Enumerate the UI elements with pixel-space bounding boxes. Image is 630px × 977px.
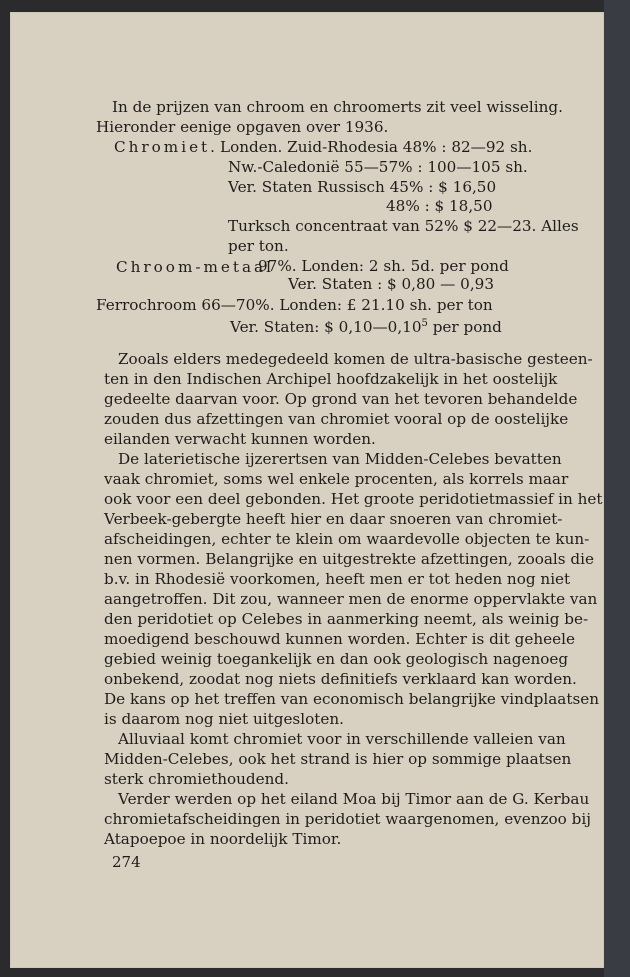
para4-line: chromietafscheidingen in peridotiet waargenomen, evenzoo bij bbox=[104, 810, 591, 828]
para3-line: sterk chromiethoudend. bbox=[104, 770, 289, 788]
ferrochroom-line-2-prefix: Ver. Staten: $ 0,10—0,10 bbox=[230, 318, 422, 337]
chroommetaal-line-2: Ver. Staten : $ 0,80 — 0,93 bbox=[288, 275, 494, 293]
para2-line: vaak chromiet, soms wel enkele procenten, als korrels maar bbox=[104, 470, 569, 488]
chromiet-line-1: Londen. Zuid-Rhodesia 48% : 82—92 sh. bbox=[220, 138, 533, 156]
chromiet-line-2: Nw.-Caledonië 55—57% : 100—105 sh. bbox=[228, 158, 528, 176]
para3-line: Midden-Celebes, ook het strand is hier op sommige plaatsen bbox=[104, 750, 572, 768]
intro-line-1: In de prijzen van chroom en chroomerts zit veel wisseling. bbox=[112, 98, 563, 116]
para2-line: is daarom nog niet uitgesloten. bbox=[104, 710, 344, 728]
para1-line: Zooals elders medegedeeld komen de ultra-basische gesteen- bbox=[118, 350, 593, 368]
ferrochroom-superscript: 5 bbox=[421, 318, 428, 329]
para2-line: aangetroffen. Dit zou, wanneer men de enorme oppervlakte van bbox=[104, 590, 598, 608]
para2-line: b.v. in Rhodesië voorkomen, heeft men er tot heden nog niet bbox=[104, 570, 571, 588]
para1-line: ten in den Indischen Archipel hoofdzakelijk in het oostelijk bbox=[104, 370, 558, 388]
chromiet-line-6: per ton. bbox=[228, 237, 289, 255]
chromiet-line-3: Ver. Staten Russisch 45% : $ 16,50 bbox=[228, 178, 497, 196]
para1-line: gedeelte daarvan voor. Op grond van het tevoren behandelde bbox=[104, 390, 578, 408]
chroommetaal-line-1: 97%. Londen: 2 sh. 5d. per pond bbox=[258, 257, 509, 275]
scan-edge bbox=[604, 0, 630, 977]
para2-line: Verbeek-gebergte heeft hier en daar snoeren van chromiet- bbox=[104, 510, 563, 528]
para2-line: onbekend, zoodat nog niets definitiefs verklaard kan worden. bbox=[104, 670, 577, 688]
ferrochroom-line-2-suffix: per pond bbox=[427, 318, 502, 337]
para2-line: ook voor een deel gebonden. Het groote peridotietmassief in het bbox=[104, 490, 603, 508]
para1-line: zouden dus afzettingen van chromiet vooral op de oostelijke bbox=[104, 410, 569, 428]
para2-line: gebied weinig toegankelijk en dan ook geologisch nagenoeg bbox=[104, 650, 569, 668]
para3-line: Alluviaal komt chromiet voor in verschillende valleien van bbox=[118, 730, 566, 748]
chromiet-line-5: Turksch concentraat van 52% $ 22—23. Alles bbox=[228, 217, 579, 235]
para2-line: moedigend beschouwd kunnen worden. Echter is dit geheele bbox=[104, 630, 575, 648]
para4-line: Atapoepoe in noordelijk Timor. bbox=[104, 830, 342, 848]
page-number: 274 bbox=[112, 853, 141, 871]
ferrochroom-line-1: Ferrochroom 66—70%. Londen: £ 21.10 sh. per ton bbox=[96, 296, 493, 314]
para4-line: Verder werden op het eiland Moa bij Timor aan de G. Kerbau bbox=[118, 790, 590, 808]
para2-line: afscheidingen, echter te klein om waardevolle objecten te kun- bbox=[104, 530, 590, 548]
para2-line: De kans op het treffen van economisch belangrijke vindplaatsen bbox=[104, 690, 600, 708]
chromiet-line-4: 48% : $ 18,50 bbox=[386, 197, 493, 215]
para1-line: eilanden verwacht kunnen worden. bbox=[104, 430, 376, 448]
ferrochroom-line-2 bbox=[230, 314, 502, 338]
intro-line-2: Hieronder eenige opgaven over 1936. bbox=[96, 118, 389, 136]
para2-line: De laterietische ijzerertsen van Midden-Celebes bevatten bbox=[118, 450, 562, 468]
chroommetaal-label: Chroom-metaal bbox=[116, 258, 274, 276]
chromiet-label: Chromiet. bbox=[114, 138, 218, 156]
para2-line: nen vormen. Belangrijke en uitgestrekte afzettingen, zooals die bbox=[104, 550, 594, 568]
para2-line: den peridotiet op Celebes in aanmerking neemt, als weinig be- bbox=[104, 610, 589, 628]
